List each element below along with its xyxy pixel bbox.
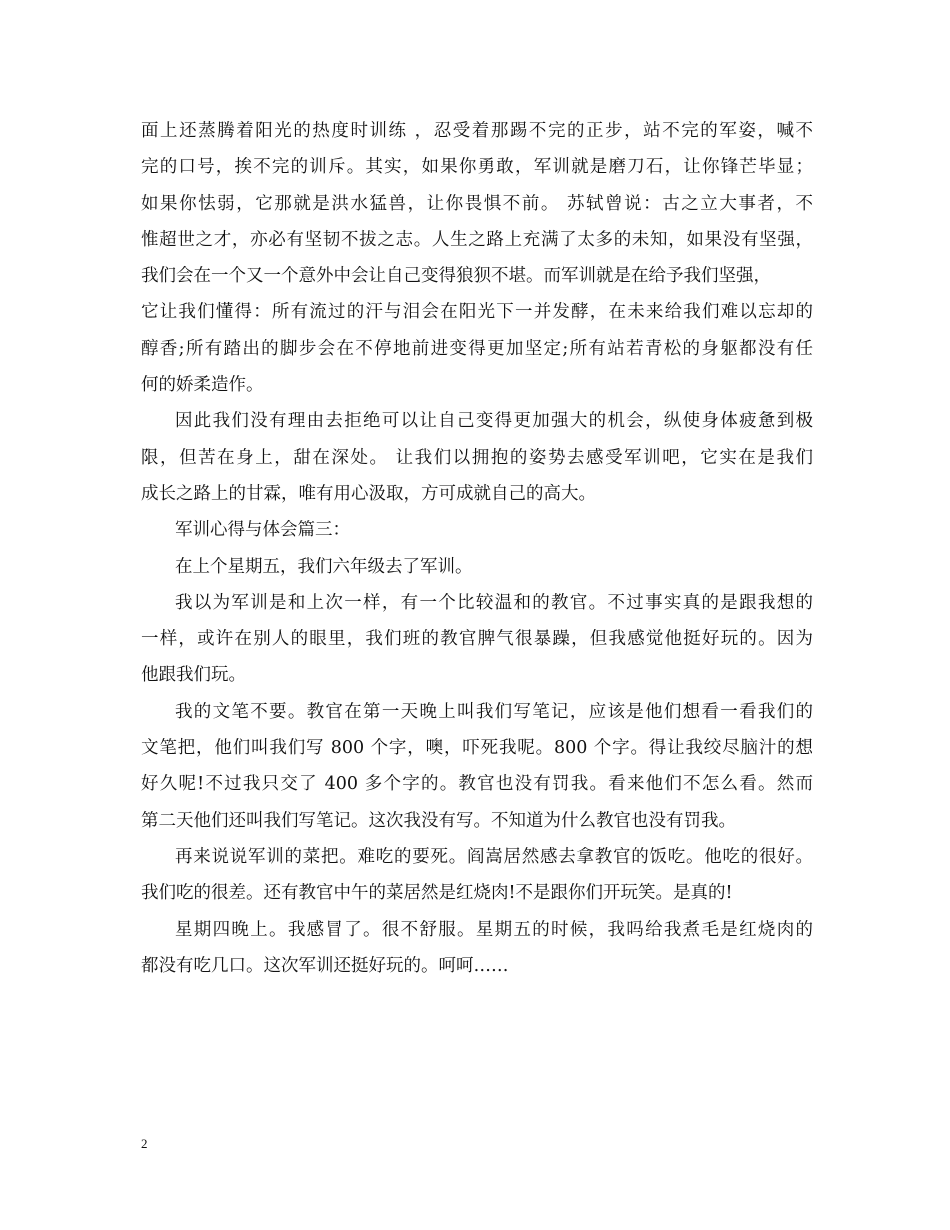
- text-line: 面上还蒸腾着阳光的热度时训练 ，忍受着那踢不完的正步，站不完的军姿，喊不: [141, 121, 813, 141]
- text-line: 醇香;所有踏出的脚步会在不停地前进变得更加坚定;所有站若青松的身躯都没有任: [141, 338, 813, 359]
- text-line: 星期四晚上。我感冒了。很不舒服。星期五的时候，我吗给我煮毛是红烧肉的: [175, 919, 813, 940]
- text-line: 军训心得与体会篇三：: [175, 520, 350, 541]
- text-line: 第二天他们还叫我们写笔记。这次我没有写。不知道为什么教官也没有罚我。: [141, 810, 736, 831]
- text-line: 再来说说军训的菜把。难吃的要死。阎嵩居然感去拿教官的饭吃。他吃的很好。: [175, 846, 813, 867]
- text-line: 文笔把，他们叫我们写 800 个字，噢，吓死我呢。800 个字。得让我绞尽脑汁的想: [141, 738, 813, 759]
- text-line: 好久呢!不过我只交了 400 多个字的。教官也没有罚我。看来他们不怎么看。然而: [141, 774, 813, 795]
- text-line: 我们会在一个又一个意外中会让自己变得狼狈不堪。而军训就是在给予我们坚强，: [141, 266, 771, 287]
- text-line: 我的文笔不要。教官在第一天晚上叫我们写笔记，应该是他们想看一看我们的: [175, 701, 813, 722]
- text-line: 惟超世之才，亦必有坚韧不拔之志。人生之路上充满了太多的未知，如果没有坚强，: [141, 229, 813, 250]
- text-line: 我以为军训是和上次一样，有一个比较温和的教官。不过事实真的是跟我想的: [175, 592, 813, 613]
- document-body: [141, 116, 813, 987]
- text-line: 在上个星期五，我们六年级去了军训。: [175, 556, 473, 577]
- text-line: 他跟我们玩。: [141, 665, 246, 686]
- page-number: 2: [141, 1136, 148, 1151]
- text-line: 完的口号，挨不完的训斥。其实，如果你勇敢，军训就是磨刀石，让你锋芒毕显；: [141, 157, 813, 178]
- text-line: 如果你怯弱，它那就是洪水猛兽，让你畏惧不前。 苏轼曾说：古之立大事者，不: [141, 193, 813, 214]
- text-line: 何的娇柔造作。: [141, 375, 264, 396]
- text-line: 一样，或许在别人的眼里，我们班的教官脾气很暴躁，但我感觉他挺好玩的。因为: [141, 629, 813, 650]
- text-line: 成长之路上的甘霖，唯有用心汲取，方可成就自己的高大。: [141, 483, 596, 504]
- text-line: 我们吃的很差。还有教官中午的菜居然是红烧肉!不是跟你们开玩笑。是真的!: [141, 883, 733, 904]
- text-line: 因此我们没有理由去拒绝可以让自己变得更加强大的机会，纵使身体疲惫到极: [175, 411, 813, 432]
- text-line: 限，但苦在身上，甜在深处。 让我们以拥抱的姿势去感受军训吧，它实在是我们: [141, 447, 813, 468]
- text-line: 它让我们懂得：所有流过的汗与泪会在阳光下一并发酵，在未来给我们难以忘却的: [141, 302, 813, 323]
- text-line: 都没有吃几口。这次军训还挺好玩的。呵呵……: [141, 955, 509, 976]
